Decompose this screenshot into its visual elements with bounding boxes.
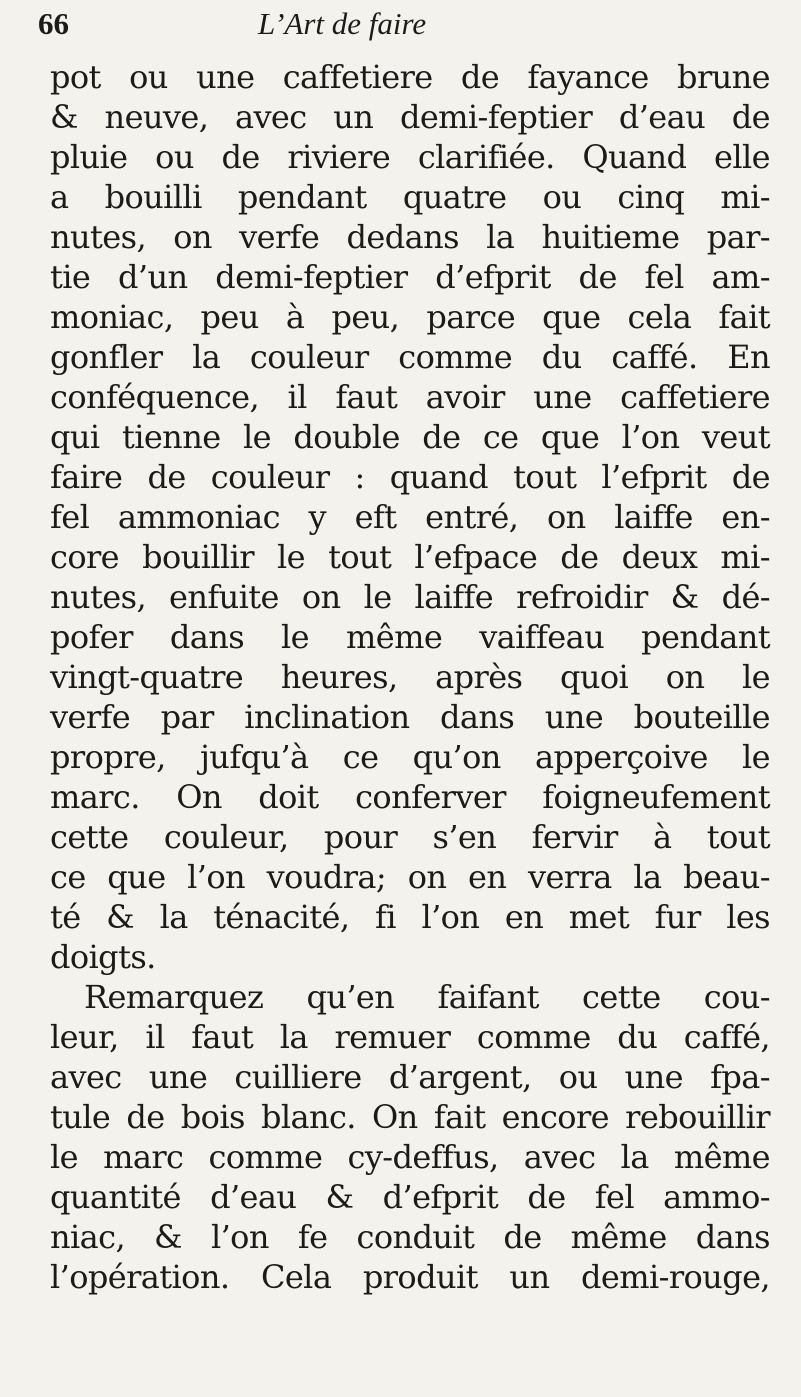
text-line: pot ou une caffetiere de fayance brune [50,58,770,96]
body-text [50,57,770,1297]
text-line: gonfler la couleur comme du caffé. En [50,338,770,376]
page-number: 66 [38,6,69,41]
text-line: pofer dans le même vaiffeau pendant [50,618,770,656]
text-line: moniac, peu à peu, parce que cela fait [50,298,770,336]
running-title: L’Art de faire [258,6,427,41]
text-line: tie d’un demi-feptier d’efprit de fel am- [50,258,770,296]
text-line: niac, & l’on fe conduit de même dans [50,1218,770,1256]
text-line: propre, jufqu’à ce qu’on apperçoive le [50,738,770,776]
text-line: ce que l’on voudra; on en verra la beau- [50,858,770,896]
text-line: marc. On doit conferver foigneufement [50,778,770,816]
text-line: verfe par inclination dans une bouteille [50,698,770,736]
text-line: té & la ténacité, fi l’on en met fur les [50,898,770,936]
text-line: le marc comme cy-deffus, avec la même [50,1138,770,1176]
text-line: doigts. [50,938,156,976]
text-line: nutes, on verfe dedans la huitieme par- [50,218,770,256]
text-line: conféquence, il faut avoir une caffetiere [50,378,770,416]
text-line: cette couleur, pour s’en fervir à tout [50,818,770,856]
text-line: nutes, enfuite on le laiffe refroidir & dé- [50,578,770,616]
text-line: quantité d’eau & d’efprit de fel ammo- [50,1178,770,1216]
text-line: leur, il faut la remuer comme du caffé, [50,1018,770,1056]
page-header [38,6,768,50]
text-line: & neuve, avec un demi-feptier d’eau de [50,98,770,136]
text-line: qui tienne le double de ce que l’on veut [50,418,770,456]
text-line: vingt-quatre heures, après quoi on le [50,658,770,696]
text-line: faire de couleur : quand tout l’efprit de [50,458,770,496]
text-line: core bouillir le tout l’efpace de deux mi- [50,538,770,576]
text-line: pluie ou de riviere clarifiée. Quand elle [50,138,770,176]
text-line: fel ammoniac y eft entré, on laiffe en- [50,498,770,536]
text-line: a bouilli pendant quatre ou cinq mi- [50,178,770,216]
text-line: l’opération. Cela produit un demi-rouge, [50,1258,770,1296]
text-line: tule de bois blanc. On fait encore rebouillir [50,1098,770,1136]
text-line: Remarquez qu’en faifant cette cou- [84,978,770,1016]
text-line: avec une cuilliere d’argent, ou une fpa- [50,1058,770,1096]
